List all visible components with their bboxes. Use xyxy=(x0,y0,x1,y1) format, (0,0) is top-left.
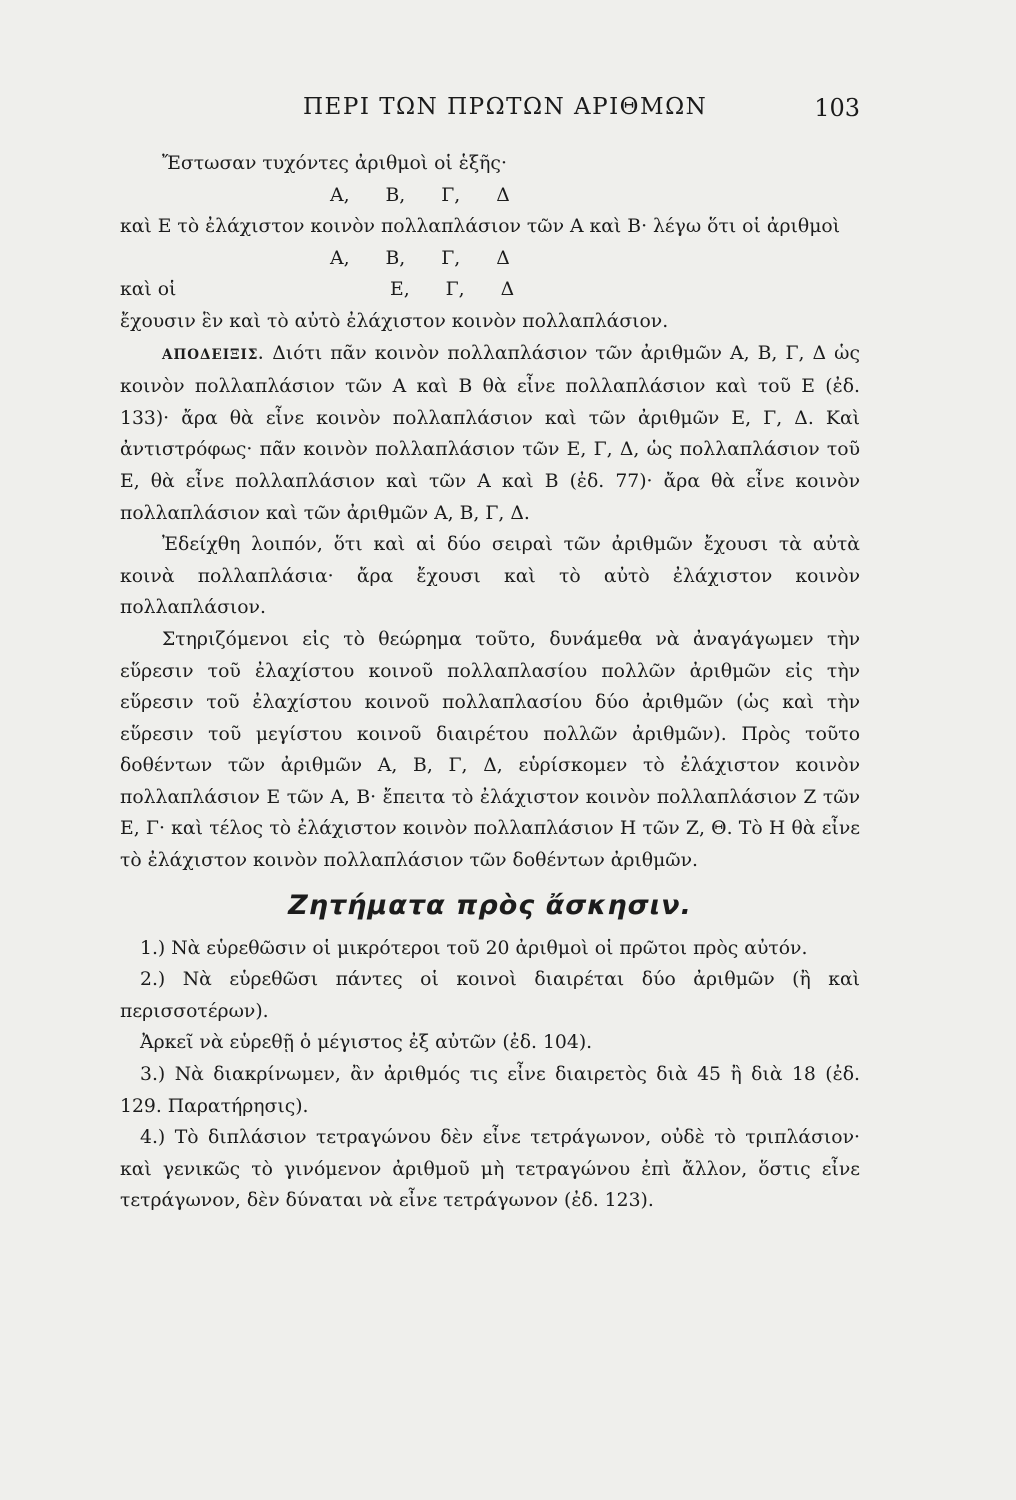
method-paragraph: Στηριζόμενοι εἰς τὸ θεώρημα τοῦτο, δυνάμεθα νὰ ἀναγάγωμεν τὴν εὕρεσιν τοῦ ἐλαχίστου κοινοῦ πολλαπλασίου πολλῶν ἀριθμῶν εἰς τὴν εὕρεσιν τοῦ ἐλαχίστου κοινοῦ πολλαπλασίου δύο ἀριθμῶν (ὡς καὶ τὴν εὕρεσιν τοῦ μεγίστου κοινοῦ διαιρέτου πολλῶν ἀριθμῶν). Πρὸς τοῦτο δοθέντων τῶν ἀριθμῶν Α, Β, Γ, Δ, εὑρίσκομεν τὸ ἐλάχιστον κοινὸν πολλαπλάσιον Ε τῶν Α, Β· ἔπειτα τὸ ἐλάχιστον κοινὸν πολλαπλάσιον Ζ τῶν Ε, Γ· καὶ τέλος τὸ ἐλάχιστον κοινὸν πολλαπλάσιον Η τῶν Ζ, Θ. Τὸ Η θὰ εἶνε τὸ ἐλάχιστον κοινὸν πολλαπλάσιον τῶν δοθέντων ἀριθμῶν. xyxy=(120,628,860,872)
letters-egd: Ε, Γ, Δ xyxy=(390,279,515,301)
intro-paragraph: Ἔστωσαν τυχόντες ἀριθμοὶ οἱ ἑξῆς· xyxy=(162,153,507,174)
proof-label: ΑΠΟΔΕΙΞΙΣ. xyxy=(162,346,265,363)
proof-paragraph xyxy=(120,338,860,530)
body-text xyxy=(120,148,860,1217)
kai-oi-label: καὶ οἱ xyxy=(120,279,177,301)
page-header xyxy=(120,94,860,134)
conclusion-paragraph: ἔχουσιν ἓν καὶ τὸ αὐτὸ ἐλάχιστον κοινὸν πολλαπλάσιον. xyxy=(120,310,669,332)
exercise-2: 2.) Νὰ εὑρεθῶσι πάντες οἱ κοινοὶ διαιρέται δύο ἀριθμῶν (ἢ καὶ περισσοτέρων). xyxy=(120,969,860,1022)
exercise-1: 1.) Νὰ εὑρεθῶσιν οἱ μικρότεροι τοῦ 20 ἀριθμοὶ οἱ πρῶτοι πρὸς αὐτόν. xyxy=(140,937,808,959)
page-number: 103 xyxy=(814,94,860,122)
letters-abgd-second: Α, Β, Γ, Δ xyxy=(330,247,510,269)
proof-text: Διότι πᾶν κοινὸν πολλαπλάσιον τῶν ἀριθμῶν Α, Β, Γ, Δ ὡς κοινὸν πολλαπλάσιον τῶν Α καὶ Β θὰ εἶνε πολλαπλάσιον καὶ τοῦ Ε (ἐδ. 133)· ἄρα θὰ εἶνε κοινὸν πολλαπλάσιον καὶ τῶν ἀριθμῶν Ε, Γ, Δ. Καὶ ἀντιστρόφως· πᾶν κοινὸν πολλαπλάσιον τῶν Ε, Γ, Δ, ὡς πολλαπλάσιον τοῦ Ε, θὰ εἶνε πολλαπλάσιον καὶ τῶν Α καὶ Β (ἐδ. 77)· ἄρα θὰ εἶνε κοινὸν πολλαπλάσιον καὶ τῶν ἀριθμῶν Α, Β, Γ, Δ. xyxy=(120,342,860,524)
exercise-2-note: Ἀρκεῖ νὰ εὑρεθῇ ὁ μέγιστος ἐξ αὐτῶν (ἐδ. 104). xyxy=(140,1032,593,1054)
letters-row-1 xyxy=(120,180,860,212)
exercise-3: 3.) Νὰ διακρίνωμεν, ἂν ἀριθμός τις εἶνε διαιρετὸς διὰ 45 ἢ διὰ 18 (ἐδ. 129. Παρατήρησις). xyxy=(120,1064,860,1117)
exercises-heading: Ζητήματα πρὸς ἄσκησιν. xyxy=(288,889,692,921)
running-title: ΠΕΡΙ ΤΩΝ ΠΡΩΤΩΝ ΑΡΙΘΜΩΝ xyxy=(303,94,708,120)
letters-abgd: Α, Β, Γ, Δ xyxy=(330,184,510,206)
letters-row-2 xyxy=(120,243,860,275)
shown-paragraph: Ἐδείχθη λοιπόν, ὅτι καὶ αἱ δύο σειραὶ τῶν ἀριθμῶν ἔχουσι τὰ αὐτὰ κοινὰ πολλαπλάσια· ἄρα ἔχουσι καὶ τὸ αὐτὸ ἐλάχιστον κοινὸν πολλαπλάσιον. xyxy=(120,534,860,619)
letters-row-3 xyxy=(120,274,860,306)
exercise-4: 4.) Τὸ διπλάσιον τετραγώνου δὲν εἶνε τετράγωνον, οὐδὲ τὸ τριπλάσιον· καὶ γενικῶς τὸ γινόμενον ἀριθμοῦ μὴ τετραγώνου ἐπὶ ἄλλον, ὅστις εἶνε τετράγωνον, δὲν δύναται νὰ εἶνε τετράγωνον (ἐδ. 123). xyxy=(120,1127,860,1212)
statement-paragraph: καὶ Ε τὸ ἐλάχιστον κοινὸν πολλαπλάσιον τῶν Α καὶ Β· λέγω ὅτι οἱ ἀριθμοὶ xyxy=(120,216,841,238)
